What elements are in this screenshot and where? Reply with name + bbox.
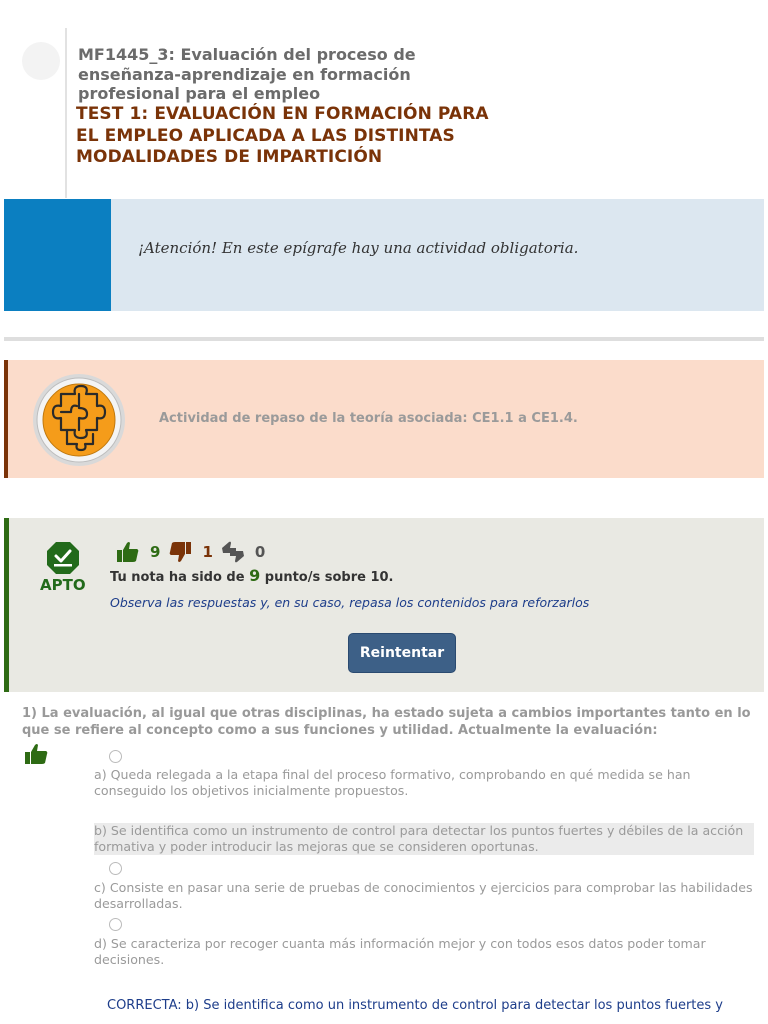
attention-text: ¡Atención! En este epígrafe hay una actividad obligatoria. xyxy=(138,239,579,257)
page-header xyxy=(0,0,768,198)
check-badge-icon xyxy=(45,540,81,576)
option-b[interactable]: b) Se identifica como un instrumento de control para detectar los puntos fuertes y débiles de la acción formativa y poder introducir las mejoras que se consideren oportunas. xyxy=(94,823,754,855)
option-a[interactable]: a) Queda relegada a la etapa final del proceso formativo, comprobando en qué medida se han conseguido los objetivos inicialmente propuestos. xyxy=(94,767,691,798)
status-label: APTO xyxy=(40,576,86,594)
result-border xyxy=(4,518,9,692)
blank-count: 0 xyxy=(254,543,266,561)
score-prefix: Tu nota ha sido de xyxy=(110,570,245,585)
thumbs-up-icon xyxy=(24,742,50,766)
option-d[interactable]: d) Se caracteriza por recoger cuanta más información mejor y con todos esos datos poder tomar decisiones. xyxy=(94,936,706,967)
attention-box xyxy=(4,199,764,311)
option-a-radio[interactable] xyxy=(109,750,122,763)
activity-box xyxy=(4,360,764,478)
puzzle-icon xyxy=(31,372,127,468)
activity-text: Actividad de repaso de la teoría asociada: CE1.1 a CE1.4. xyxy=(159,411,578,426)
option-c-radio[interactable] xyxy=(109,862,122,875)
correct-count: 9 xyxy=(150,543,161,561)
question-text: 1) La evaluación, al igual que otras disciplinas, ha estado sujeta a cambios importantes tanto en lo que se refiere al concepto como a sus funciones y utilidad. Actualmente la evaluación: xyxy=(22,706,751,738)
attention-accent-bar xyxy=(4,199,111,311)
result-box xyxy=(4,518,764,692)
option-d-radio[interactable] xyxy=(109,918,122,931)
score-value: 9 xyxy=(249,566,261,585)
correct-answer: CORRECTA: b) Se identifica como un instrumento de control para detectar los puntos fuertes y xyxy=(107,998,723,1013)
header-divider xyxy=(65,28,67,198)
hint-text: Observa las respuestas y, en su caso, repasa los contenidos para reforzarlos xyxy=(110,595,590,610)
thumbs-down-icon xyxy=(168,540,192,564)
option-c[interactable]: c) Consiste en pasar una serie de pruebas de conocimientos y ejercicios para comprobar las habilidades desarrolladas. xyxy=(94,880,753,911)
retry-button[interactable]: Reintentar xyxy=(348,633,456,673)
thumbs-up-icon xyxy=(116,540,140,564)
test-title: TEST 1: EVALUACIÓN EN FORMACIÓN PARA EL EMPLEO APLICADA A LAS DISTINTAS MODALIDADES DE IMPARTICIÓN xyxy=(76,104,489,167)
score-suffix: punto/s sobre 10. xyxy=(264,570,394,585)
score-line xyxy=(110,566,394,585)
module-title: MF1445_3: Evaluación del proceso de enseñanza-aprendizaje en formación profesional para el empleo xyxy=(78,45,416,103)
section-divider xyxy=(4,337,764,341)
activity-border xyxy=(4,360,8,478)
logo xyxy=(22,42,60,80)
stats-row xyxy=(116,538,273,566)
thumbs-neutral-icon xyxy=(221,540,245,564)
wrong-count: 1 xyxy=(202,543,213,561)
